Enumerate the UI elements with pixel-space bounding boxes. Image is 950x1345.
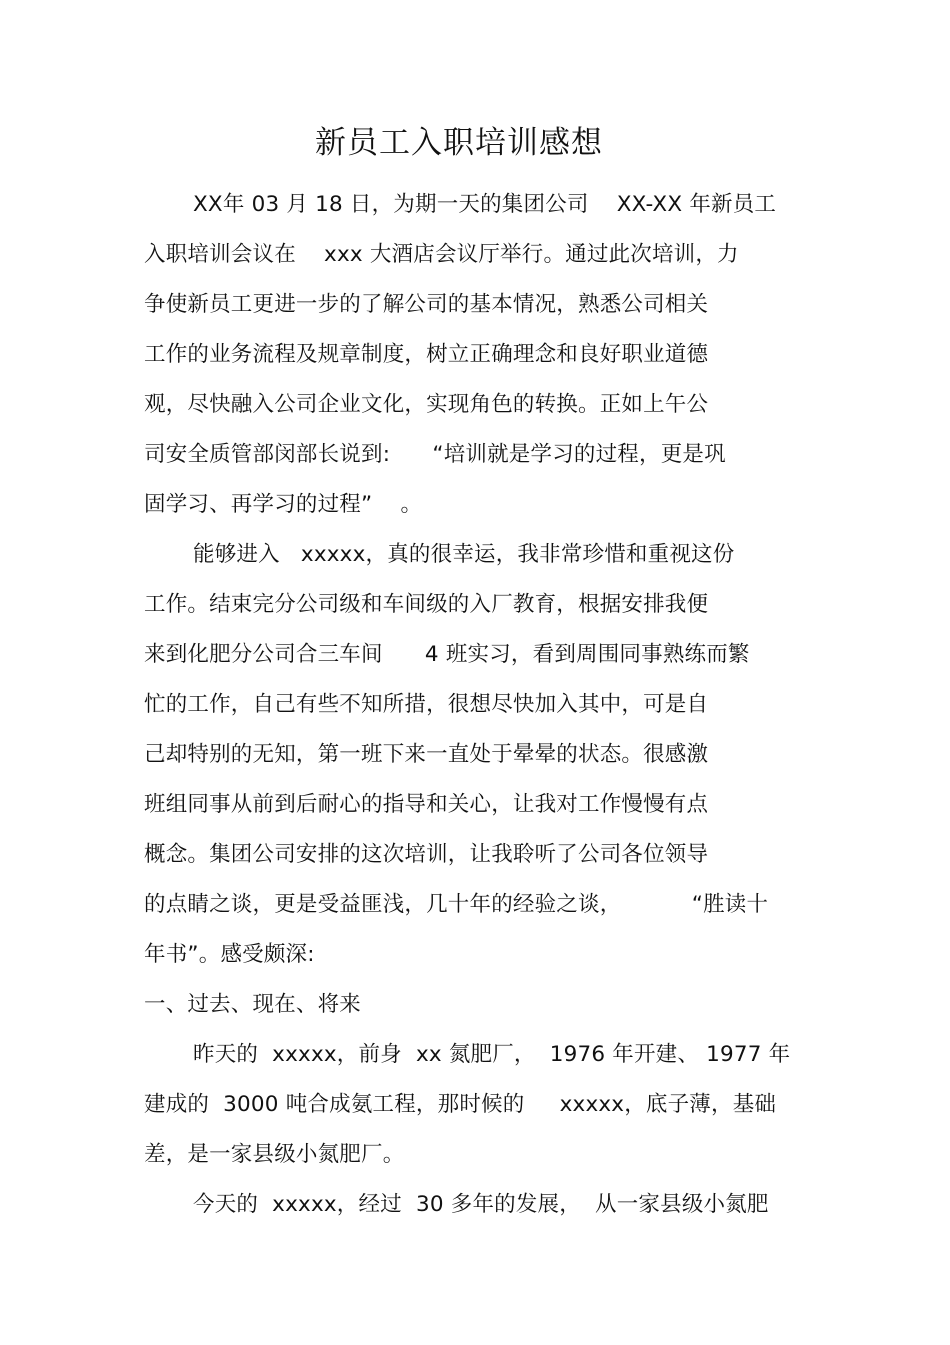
text-line: 来到化肥分公司合三车间 4 班实习，看到周围同事熟练而繁 [144,642,750,667]
section-heading: 一、过去、现在、将来 [144,992,362,1017]
text-line: 班组同事从前到后耐心的指导和关心，让我对工作慢慢有点 [144,792,709,817]
text-line: 年书”。感受颇深: [144,942,315,967]
text-line: 昨天的 xxxxx，前身 xx 氮肥厂， 1976 年开建、 1977 年 [193,1042,791,1067]
text-line: 己却特别的无知，第一班下来一直处于晕晕的状态。很感激 [144,742,709,767]
text-line: 忙的工作，自己有些不知所措，很想尽快加入其中，可是自 [144,692,709,717]
text-line: 司安全质管部闵部长说到: “培训就是学习的过程，更是巩 [144,442,726,467]
text-line: 的点睛之谈，更是受益匪浅，几十年的经验之谈， “胜读十 [144,892,769,917]
text-line: XX年 03 月 18 日，为期一天的集团公司 XX-XX 年新员工 [193,192,777,217]
text-line: 入职培训会议在 xxx 大酒店会议厅举行。通过此次培训，力 [144,242,739,267]
text-line: 建成的 3000 吨合成氨工程，那时候的 xxxxx，底子薄，基础 [144,1092,777,1117]
text-line: 工作的业务流程及规章制度，树立正确理念和良好职业道德 [144,342,709,367]
text-line: 差，是一家县级小氮肥厂。 [144,1142,405,1167]
text-line: 能够进入 xxxxx，真的很幸运，我非常珍惜和重视这份 [193,542,735,567]
document-title: 新员工入职培训感想 [315,125,603,161]
text-line: 观，尽快融入公司企业文化，实现角色的转换。正如上午公 [144,392,709,417]
text-line: 工作。结束完分公司级和车间级的入厂教育，根据安排我便 [144,592,709,617]
text-line: 固学习、再学习的过程” 。 [144,492,423,517]
text-line: 今天的 xxxxx，经过 30 多年的发展， 从一家县级小氮肥 [193,1192,769,1217]
text-line: 争使新员工更进一步的了解公司的基本情况，熟悉公司相关 [144,292,709,317]
text-line: 概念。集团公司安排的这次培训，让我聆听了公司各位领导 [144,842,709,867]
